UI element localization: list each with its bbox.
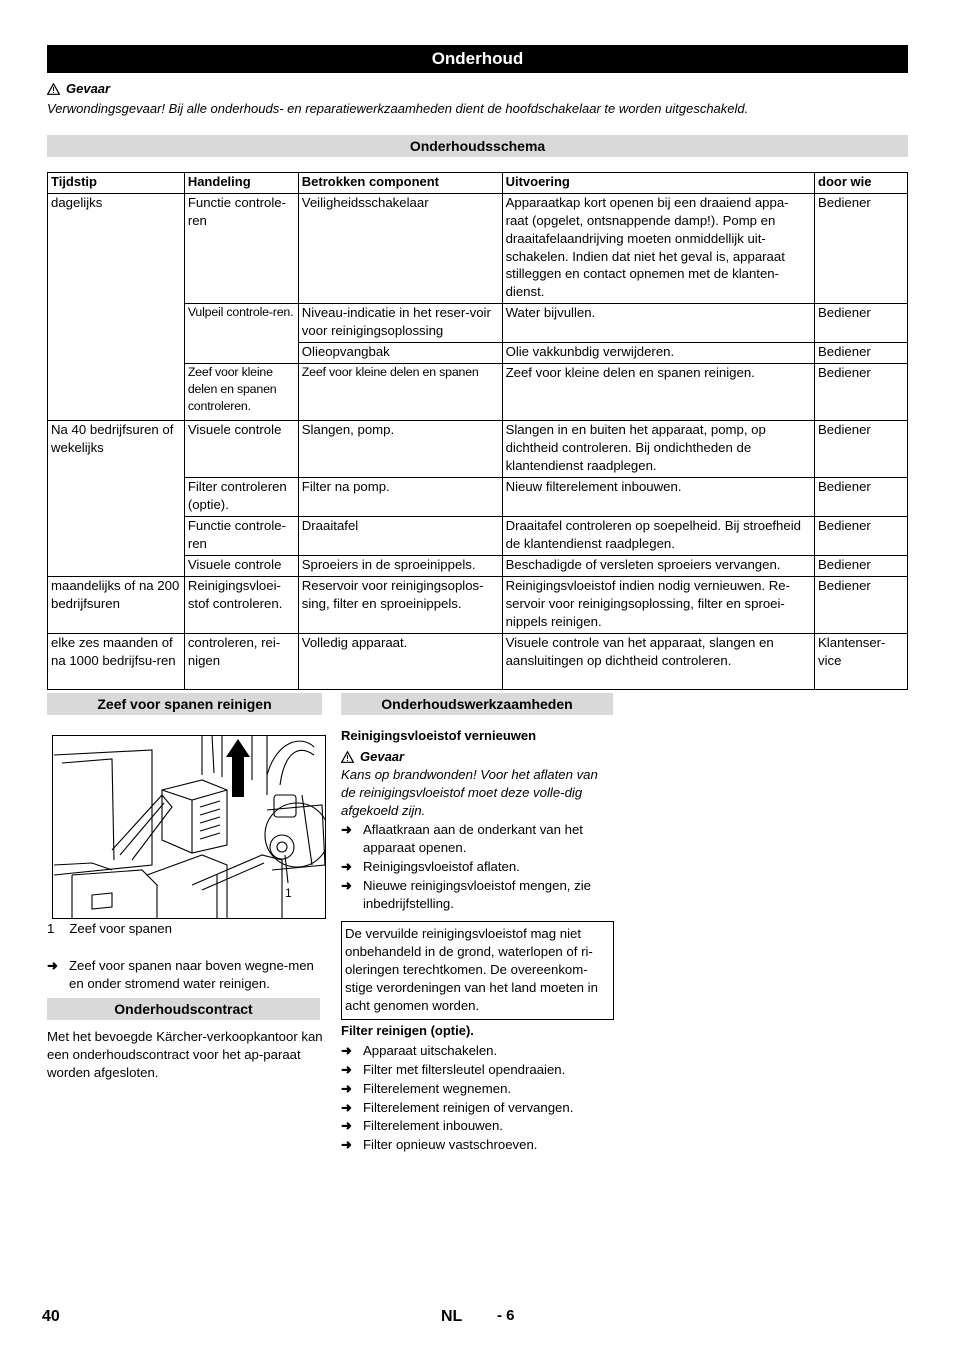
- burn-warning-text: Kans op brandwonden! Voor het aflaten van de reinigingsvloeistof moet deze volle-dig afgekoeld zijn.: [341, 767, 598, 819]
- schedule-heading: Onderhoudsschema: [47, 135, 908, 157]
- machine-illustration: [52, 735, 326, 919]
- table-cell: Functie controle-ren: [184, 193, 298, 304]
- chip-sieve-step: [47, 957, 325, 993]
- table-cell: Draaitafel: [298, 517, 502, 556]
- table-row: [48, 577, 908, 634]
- table-cell: Water bijvullen.: [502, 304, 814, 343]
- warning-triangle-icon: [47, 83, 60, 95]
- table-cell: Filter controleren (optie).: [184, 478, 298, 517]
- table-cell: Apparaatkap kort openen bij een draaiend appa-raat (opgelet, ontsnappende damp!). Pomp en draaitafelaandrijving moeten onmiddellijk uit-schakelen. Indien dat niet het geval is, apparaat stilleggen en contact opnemen met de klanten-dienst.: [502, 193, 814, 304]
- table-cell: Veiligheidsschakelaar: [298, 193, 502, 304]
- chip-sieve-figure: [52, 735, 326, 919]
- table-cell: Bediener: [815, 364, 908, 421]
- table-cell: Nieuw filterelement inbouwen.: [502, 478, 814, 517]
- table-cell: Na 40 bedrijfsuren of wekelijks: [48, 421, 185, 577]
- contract-heading: Onderhoudscontract: [47, 998, 320, 1020]
- table-row: [48, 421, 908, 478]
- maintenance-work-heading: Onderhoudswerkzaamheden: [341, 693, 613, 715]
- danger-text: Verwondingsgevaar! Bij alle onderhouds- en reparatiewerkzaamheden dient de hoofdschakelaar te worden uitgeschakeld.: [47, 100, 749, 116]
- figure-callout: 1: [285, 886, 292, 900]
- table-cell: Visuele controle: [184, 556, 298, 577]
- table-cell: Bediener: [815, 421, 908, 478]
- chip-sieve-heading: Zeef voor spanen reinigen: [47, 693, 322, 715]
- table-row: [48, 193, 908, 304]
- table-row: [48, 634, 908, 690]
- list-item: ➜ Filter met filtersleutel opendraaien.: [341, 1061, 566, 1077]
- list-item: ➜ Filterelement wegnemen.: [341, 1080, 512, 1096]
- table-cell: Zeef voor kleine delen en spanen controleren.: [184, 364, 298, 421]
- table-cell: Visuele controle: [184, 421, 298, 478]
- table-cell: Slangen, pomp.: [298, 421, 502, 478]
- table-cell: elke zes maanden of na 1000 bedrijfsu-ren: [48, 634, 185, 690]
- table-cell: Bediener: [815, 517, 908, 556]
- table-cell: Draaitafel controleren op soepelheid. Bij stroefheid de klantendienst raadplegen.: [502, 517, 814, 556]
- table-cell: Sproeiers in de sproeinippels.: [298, 556, 502, 577]
- arrow-right-icon: ➜: [341, 1099, 352, 1115]
- fluid-renew-heading: Reinigingsvloeistof vernieuwen: [341, 728, 537, 743]
- filter-cleaning-section: [341, 1022, 616, 1154]
- table-cell: Beschadigde of versleten sproeiers vervangen.: [502, 556, 814, 577]
- table-cell: Niveau-indicatie in het reser-voir voor reinigingsoplossing: [298, 304, 502, 343]
- legend-text: Zeef voor spanen: [69, 921, 172, 936]
- table-cell: Bediener: [815, 193, 908, 304]
- figure-legend: [47, 920, 325, 938]
- arrow-right-icon: ➜: [47, 958, 58, 973]
- table-cell: Klantenser-vice: [815, 634, 908, 690]
- arrow-right-icon: ➜: [341, 859, 352, 875]
- danger-notice: [47, 80, 908, 117]
- table-cell: Zeef voor kleine delen en spanen: [298, 364, 502, 421]
- filter-cleaning-heading: Filter reinigen (optie).: [341, 1023, 474, 1038]
- table-cell: Olie vakkunbdig verwijderen.: [502, 343, 814, 364]
- col-header: Betrokken component: [298, 173, 502, 194]
- table-cell: Filter na pomp.: [298, 478, 502, 517]
- table-cell: Bediener: [815, 556, 908, 577]
- table-cell: Olieopvangbak: [298, 343, 502, 364]
- list-item: ➜ Nieuwe reinigingsvloeistof mengen, zie inbedrijfstelling.: [341, 878, 591, 912]
- contract-text: Met het bevoegde Kärcher-verkoopkantoor kan een onderhoudscontract voor het ap-paraat worden afgesloten.: [47, 1029, 323, 1080]
- arrow-right-icon: ➜: [341, 1061, 352, 1077]
- danger-label: Gevaar: [360, 748, 405, 764]
- col-header: door wie: [815, 173, 908, 194]
- col-header: Uitvoering: [502, 173, 814, 194]
- sub-page-number: - 6: [497, 1307, 515, 1324]
- table-cell: maandelijks of na 200 bedrijfsuren: [48, 577, 185, 634]
- maintenance-work-section: [341, 727, 616, 913]
- arrow-right-icon: ➜: [341, 1137, 352, 1153]
- list-item: ➜ Aflaatkraan aan de onderkant van het apparaat openen.: [341, 822, 583, 856]
- list-item: ➜ Filter opnieuw vastschroeven.: [341, 1137, 538, 1153]
- list-item: ➜ Apparaat uitschakelen.: [341, 1042, 498, 1058]
- step-text: Zeef voor spanen naar boven wegne-men en onder stromend water reinigen.: [69, 958, 314, 991]
- legend-number: 1: [47, 921, 55, 936]
- section-title: Onderhoud: [47, 45, 908, 73]
- warning-triangle-icon: [341, 751, 354, 763]
- list-item: ➜ Filterelement inbouwen.: [341, 1118, 504, 1134]
- arrow-right-icon: ➜: [341, 1080, 352, 1096]
- arrow-right-icon: ➜: [341, 1042, 352, 1058]
- table-cell: Volledig apparaat.: [298, 634, 502, 690]
- table-cell: Visuele controle van het apparaat, slangen en aansluitingen op dichtheid controleren.: [502, 634, 814, 690]
- danger-label: Gevaar: [66, 81, 111, 96]
- table-cell: Bediener: [815, 577, 908, 634]
- arrow-right-icon: ➜: [341, 1118, 352, 1134]
- table-cell: Bediener: [815, 478, 908, 517]
- table-cell: Functie controle-ren: [184, 517, 298, 556]
- table-cell: controleren, rei-nigen: [184, 634, 298, 690]
- language-code: NL: [441, 1308, 463, 1325]
- page-number: 40: [42, 1308, 60, 1325]
- col-header: Tijdstip: [48, 173, 185, 194]
- table-cell: Reservoir voor reinigingsoplos-sing, filter en sproeinippels.: [298, 577, 502, 634]
- table-header-row: [48, 173, 908, 194]
- table-cell: Slangen in en buiten het apparaat, pomp, op dichtheid controleren. Bij ondichtheden de klantendienst raadplegen.: [502, 421, 814, 478]
- col-header: Handeling: [184, 173, 298, 194]
- table-cell: Reinigingsvloeistof indien nodig vernieuwen. Re-servoir voor reinigingsoplossing, filter en sproei-nippels reinigen.: [502, 577, 814, 634]
- arrow-right-icon: ➜: [341, 822, 352, 838]
- table-cell: Reinigingsvloei-stof controleren.: [184, 577, 298, 634]
- table-cell: Zeef voor kleine delen en spanen reinigen.: [502, 364, 814, 421]
- table-cell: Bediener: [815, 343, 908, 364]
- list-item: ➜ Reinigingsvloeistof aflaten.: [341, 859, 520, 875]
- arrow-right-icon: ➜: [341, 878, 352, 894]
- table-cell: Vulpeil controle-ren.: [184, 304, 298, 364]
- list-item: ➜ Filterelement reinigen of vervangen.: [341, 1099, 574, 1115]
- table-cell: dagelijks: [48, 193, 185, 421]
- environment-note: De vervuilde reinigingsvloeistof mag niet onbehandeld in de grond, waterlopen of ri-oleringen terechtkomen. De overeenkom-stige verordeningen van het land moeten in acht genomen worden.: [341, 921, 614, 1020]
- maintenance-schedule-table: [47, 172, 908, 690]
- table-cell: Bediener: [815, 304, 908, 343]
